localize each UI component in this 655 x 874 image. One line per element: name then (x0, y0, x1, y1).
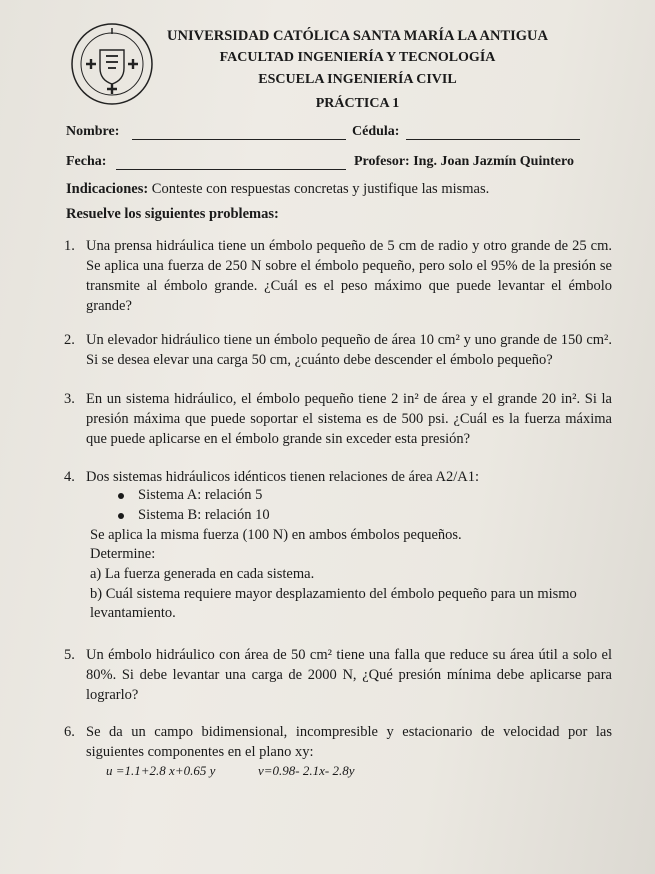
nombre-blank[interactable] (132, 139, 346, 140)
university-name: UNIVERSIDAD CATÓLICA SANTA MARÍA LA ANTIGUA (167, 28, 548, 44)
equation-v: v=0.98- 2.1x- 2.8y (258, 763, 355, 778)
problem-number: 4. (64, 469, 75, 485)
problem-6 (64, 722, 612, 762)
faculty-name: FACULTAD INGENIERÍA Y TECNOLOGÍA (219, 50, 496, 65)
problem-4-determine: Determine: (90, 546, 156, 562)
cedula-blank[interactable] (406, 139, 580, 140)
bullet-sistema-b (118, 507, 270, 524)
fecha-blank[interactable] (116, 169, 346, 170)
problem-number: 5. (64, 647, 75, 663)
problem-4-part-b-cont: levantamiento. (90, 605, 176, 621)
cedula-label: Cédula: (352, 124, 400, 139)
equation-u: u =1.1+2.8 x+0.65 y (106, 763, 216, 778)
school-name: ESCUELA INGENIERÍA CIVIL (258, 72, 457, 87)
indicaciones-text: Conteste con respuestas concretas y justifique las mismas. (148, 181, 490, 197)
problem-number: 3. (64, 391, 75, 407)
problem-3 (64, 389, 612, 449)
problem-text: Se da un campo bidimensional, incompresible y estacionario de velocidad por las siguientes componentes en el plano xy: (86, 724, 612, 760)
problem-4 (64, 467, 612, 487)
profesor-label: Profesor: Ing. Joan Jazmín Quintero (354, 154, 574, 169)
problem-2 (64, 330, 612, 370)
bullet-dot-icon (118, 513, 124, 519)
problem-number: 2. (64, 332, 75, 348)
problem-text: Dos sistemas hidráulicos idénticos tienen relaciones de área A2/A1: (86, 469, 480, 485)
bullet-text: Sistema B: relación 10 (138, 507, 270, 523)
practice-title: PRÁCTICA 1 (315, 96, 400, 111)
problem-5 (64, 645, 612, 705)
problem-number: 1. (64, 238, 75, 254)
resuelve-heading: Resuelve los siguientes problemas: (66, 206, 279, 222)
problem-4-part-b: b) Cuál sistema requiere mayor desplazamiento del émbolo pequeño para un mismo (90, 586, 577, 602)
indicaciones-label: Indicaciones: (66, 181, 149, 197)
bullet-text: Sistema A: relación 5 (138, 487, 263, 503)
bullet-dot-icon (118, 493, 124, 499)
problem-text: En un sistema hidráulico, el émbolo pequeño tiene 2 in² de área y el grande 20 in². Si la presión máxima que puede soportar el sistema es de 500 psi. ¿Cuál es la fuerza máxima que puede aplicarse en el émbolo grande sin exceder esta presión? (86, 391, 612, 447)
problem-number: 6. (64, 724, 75, 740)
problem-4-line: Se aplica la misma fuerza (100 N) en ambos émbolos pequeños. (90, 527, 462, 543)
indicaciones (66, 181, 489, 198)
problem-text: Un émbolo hidráulico con área de 50 cm² tiene una falla que reduce su área útil a solo el 80%. Si debe levantar una carga de 2000 N, ¿Qué presión mínima debe aplicarse para lograrlo? (86, 647, 612, 703)
bullet-sistema-a (118, 487, 262, 504)
problem-text: Un elevador hidráulico tiene un émbolo pequeño de área 10 cm² y uno grande de 150 cm². Si se desea elevar una carga 50 cm, ¿cuánto debe descender el émbolo pequeño? (86, 332, 612, 368)
problem-text: Una prensa hidráulica tiene un émbolo pequeño de 5 cm de radio y otro grande de 25 cm. Se aplica una fuerza de 250 N sobre el émbolo pequeño, pero solo el 95% de la presión se transmite al émbolo grande. ¿Cuál es el peso máximo que puede levantar el émbolo grande? (86, 238, 612, 314)
problem-4-part-a: a) La fuerza generada en cada sistema. (90, 566, 315, 582)
fecha-label: Fecha: (66, 154, 107, 169)
nombre-label: Nombre: (66, 124, 120, 139)
problem-1 (64, 236, 612, 316)
